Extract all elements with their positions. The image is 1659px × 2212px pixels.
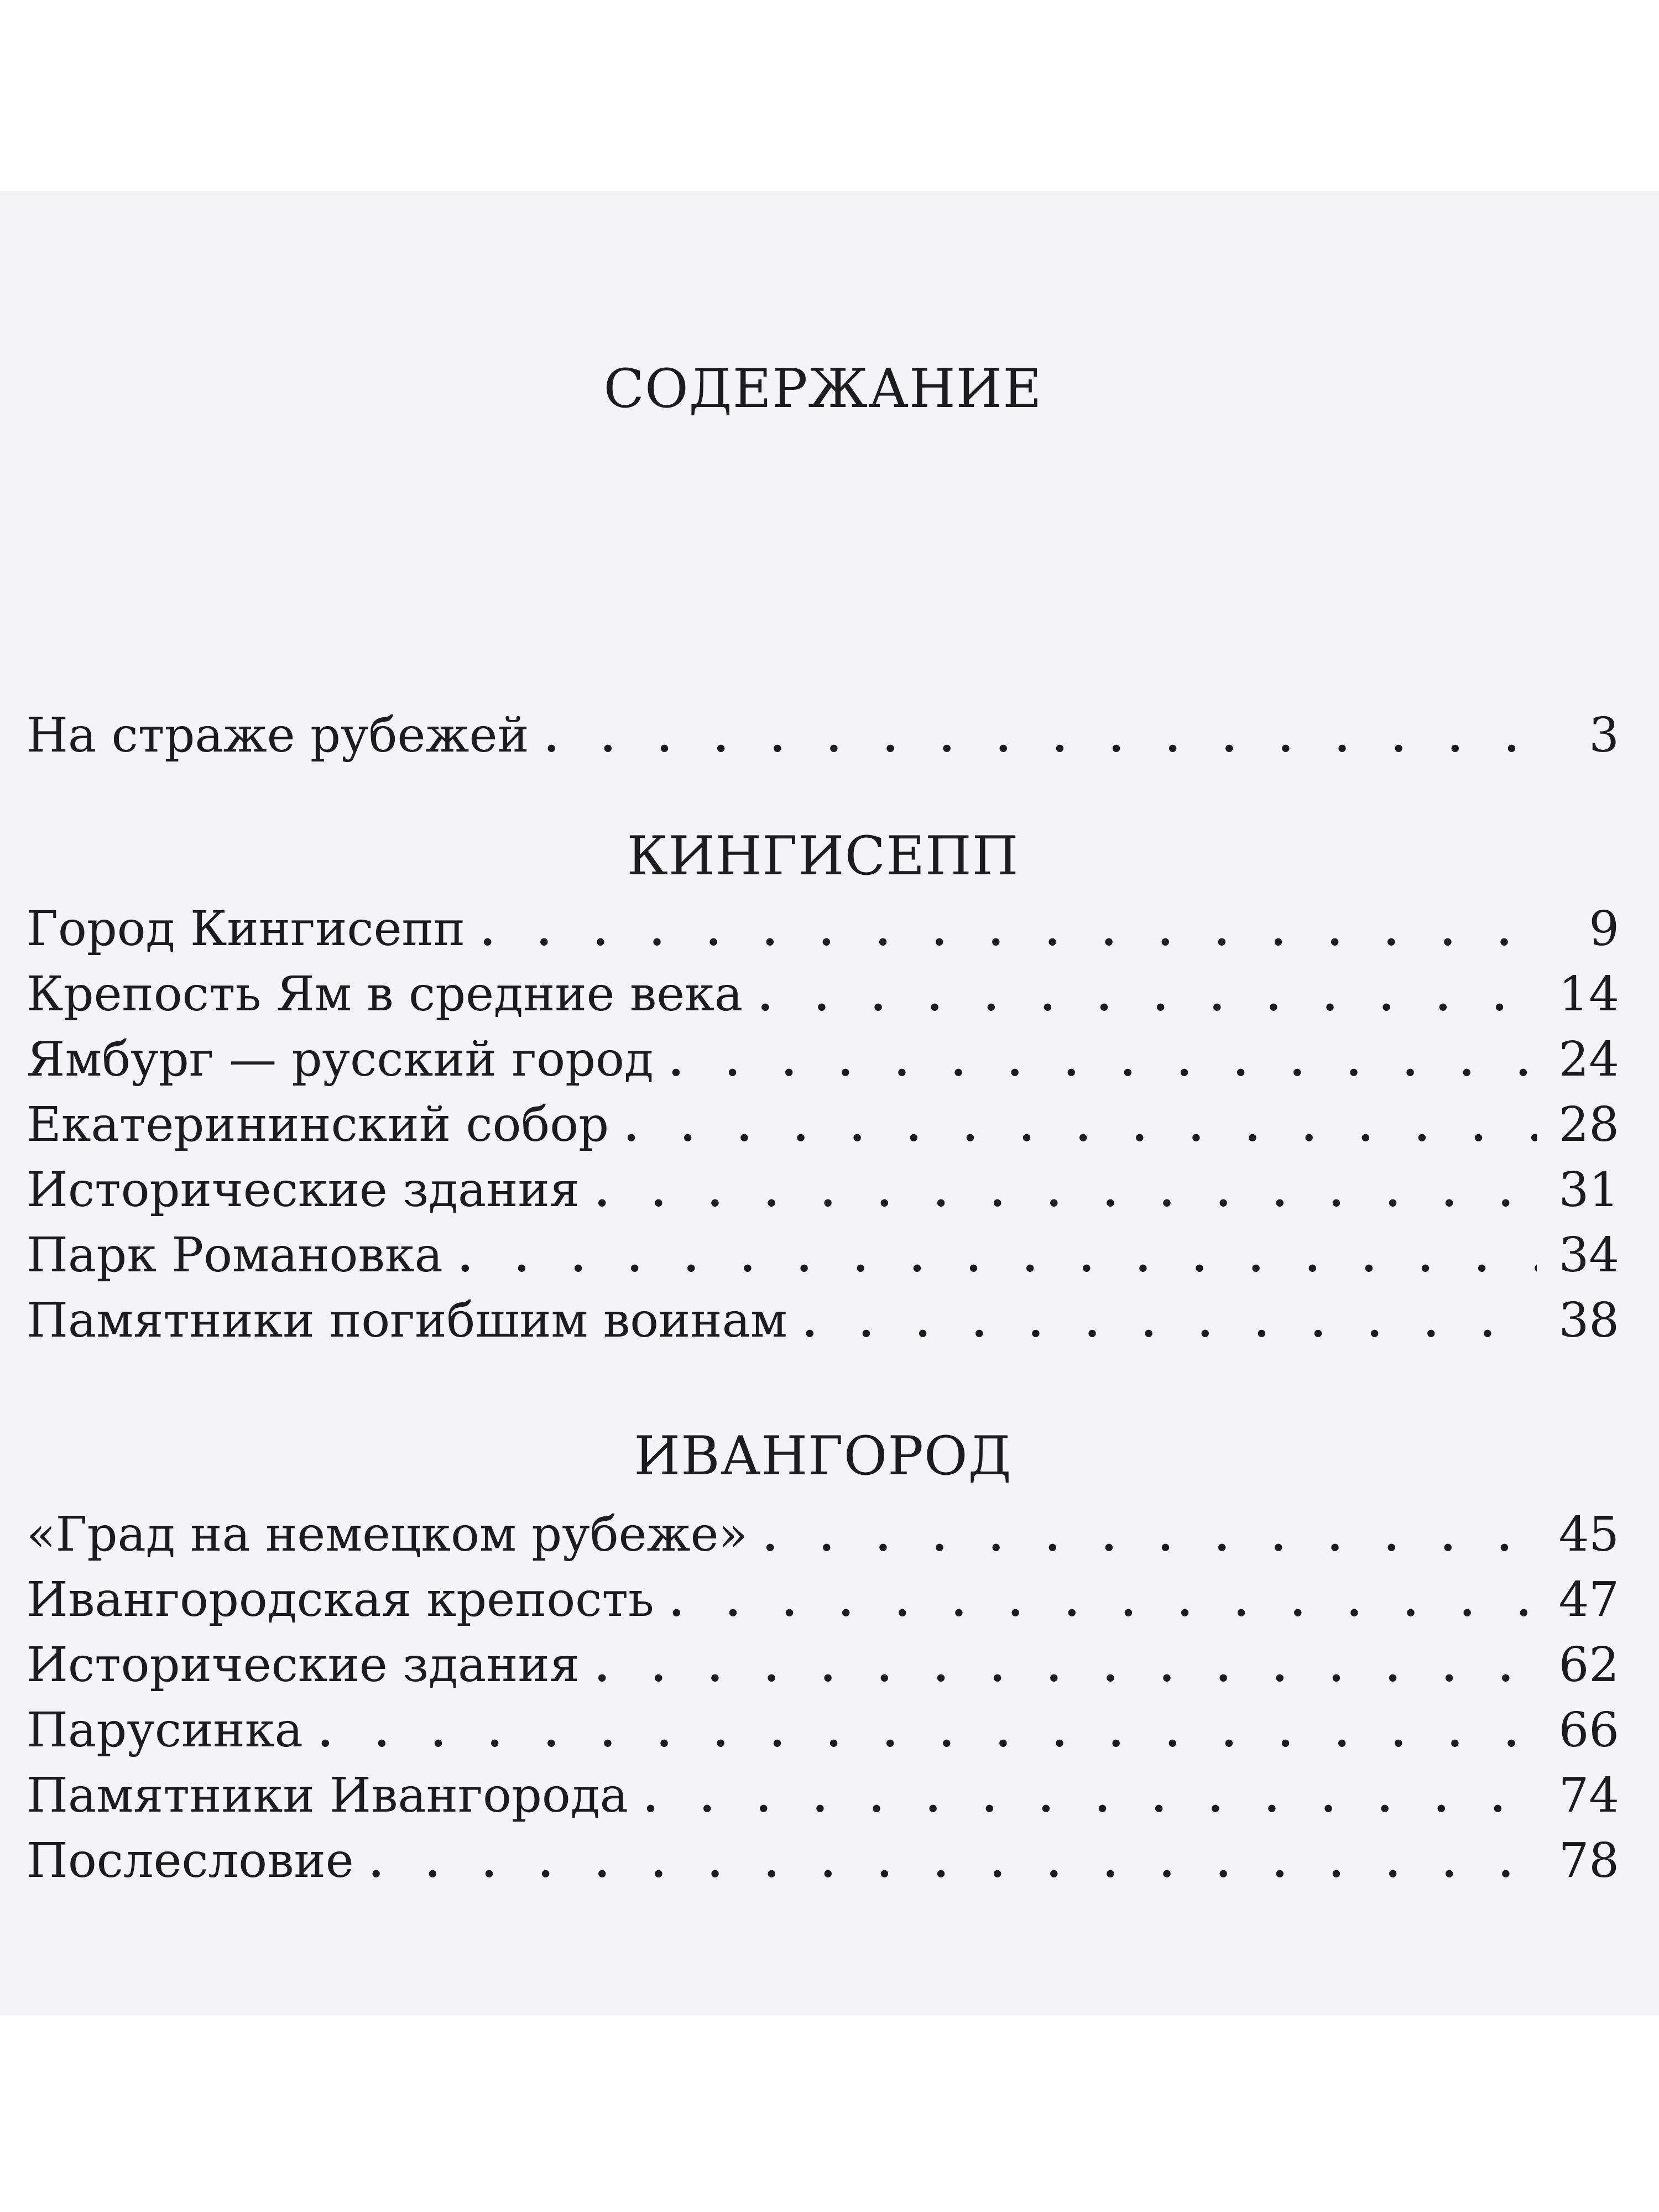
- section-heading-kingisepp: КИНГИСЕПП: [627, 825, 1019, 887]
- entry-title: Парк Романовка: [27, 1228, 443, 1283]
- entry-page-number: 78: [1558, 1833, 1619, 1888]
- entry-title: «Град на немецком рубеже»: [27, 1507, 748, 1562]
- toc-entry: [27, 1160, 1619, 1220]
- dot-leader: [481, 901, 1547, 962]
- entry-page-number: 3: [1589, 708, 1619, 763]
- entry-page-number: 24: [1558, 1032, 1619, 1087]
- toc-entry: [27, 1029, 1619, 1090]
- dot-leader: [545, 707, 1547, 768]
- toc-title: СОДЕРЖАНИЕ: [603, 358, 1042, 420]
- entry-title: На страже рубежей: [27, 708, 529, 763]
- entry-title: Послесловие: [27, 1833, 354, 1888]
- dot-leader: [758, 966, 1536, 1027]
- toc-entry: [27, 1290, 1619, 1351]
- entry-page-number: 14: [1558, 967, 1619, 1022]
- entry-title: Ивангородская крепость: [27, 1572, 654, 1627]
- entry-page-number: 34: [1558, 1228, 1619, 1283]
- entry-page-number: 28: [1558, 1097, 1619, 1152]
- toc-entry: [27, 1700, 1619, 1761]
- entry-page-number: 47: [1558, 1572, 1619, 1627]
- toc-entry: [27, 1094, 1619, 1155]
- entry-page-number: 45: [1558, 1507, 1619, 1562]
- toc-entry: [27, 1635, 1619, 1695]
- entry-page-number: 38: [1558, 1293, 1619, 1348]
- entry-title: Екатерининский собор: [27, 1097, 609, 1152]
- dot-leader: [595, 1162, 1536, 1223]
- toc-entry: [27, 1830, 1619, 1891]
- section-heading-ivangorod: ИВАНГОРОД: [634, 1425, 1012, 1487]
- toc-entry: [27, 964, 1619, 1025]
- dot-leader: [624, 1097, 1537, 1157]
- dot-leader: [803, 1292, 1537, 1353]
- dot-leader: [644, 1767, 1537, 1828]
- toc-entry: [27, 1569, 1619, 1630]
- entry-title: Крепость Ям в средние века: [27, 967, 743, 1022]
- dot-leader: [369, 1833, 1537, 1893]
- dot-leader: [458, 1227, 1537, 1288]
- entry-page-number: 62: [1558, 1637, 1619, 1693]
- toc-entry: [27, 1225, 1619, 1286]
- toc-entry-intro: [27, 705, 1619, 766]
- entry-title: Город Кингисепп: [27, 901, 466, 957]
- toc-entry: [27, 1504, 1619, 1565]
- entry-title: Памятники погибшим воинам: [27, 1293, 787, 1348]
- entry-title: Памятники Ивангорода: [27, 1768, 628, 1823]
- entry-page-number: 66: [1558, 1703, 1619, 1758]
- entry-title: Парусинка: [27, 1703, 303, 1758]
- entry-title: Исторические здания: [27, 1162, 580, 1218]
- entry-page-number: 9: [1589, 901, 1619, 957]
- dot-leader: [763, 1506, 1536, 1567]
- dot-leader: [319, 1702, 1537, 1763]
- toc-entry: [27, 899, 1619, 959]
- book-page: [0, 191, 1659, 2016]
- entry-page-number: 74: [1558, 1768, 1619, 1823]
- entry-title: Исторические здания: [27, 1637, 580, 1693]
- dot-leader: [669, 1031, 1537, 1092]
- entry-page-number: 31: [1558, 1162, 1619, 1218]
- dot-leader: [670, 1572, 1537, 1632]
- entry-title: Ямбург — русский город: [27, 1032, 654, 1087]
- toc-entry: [27, 1765, 1619, 1826]
- dot-leader: [595, 1637, 1536, 1698]
